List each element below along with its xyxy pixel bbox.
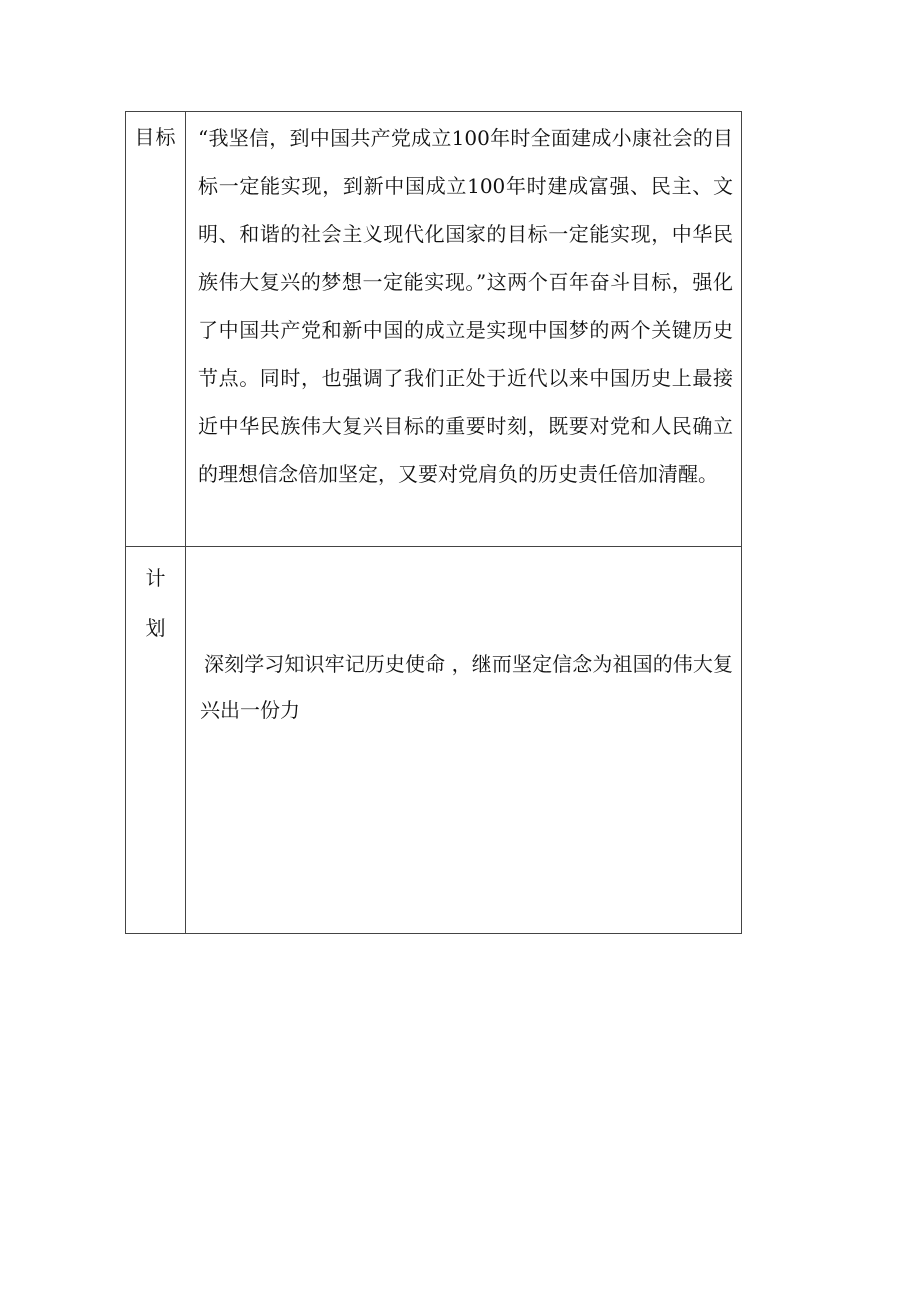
goal-label-cell bbox=[126, 112, 186, 547]
goal-plan-table bbox=[125, 111, 742, 934]
goal-label: 目标 bbox=[134, 125, 177, 149]
plan-label-cell bbox=[126, 547, 186, 934]
plan-row bbox=[126, 547, 742, 934]
plan-label-line2: 划 bbox=[145, 616, 166, 640]
plan-label bbox=[126, 547, 185, 653]
goal-row bbox=[126, 112, 742, 547]
goal-text: “我坚信，到中国共产党成立100年时全面建成小康社会的目标一定能实现，到新中国成立100年时建成富强、民主、文明、和谐的社会主义现代化国家的目标一定能实现，中华民族伟大复兴的梦想一定能实现。”这两个百年奋斗目标，强化了中国共产党和新中国的成立是实现中国梦的两个关键历史节点。同时，也强调了我们正处于近代以来中国历史上最接近中华民族伟大复兴目标的重要时刻，既要对党和人民确立的理想信念倍加坚定，又要对党肩负的历史责任倍加清醒。 bbox=[198, 126, 733, 486]
plan-text: 深刻学习知识牢记历史使命 ，继而坚定信念为祖国的伟大复兴出一份力 bbox=[200, 652, 733, 722]
plan-label-line1: 计 bbox=[145, 566, 166, 590]
goal-content-cell bbox=[186, 112, 742, 547]
plan-content-cell bbox=[186, 547, 742, 934]
